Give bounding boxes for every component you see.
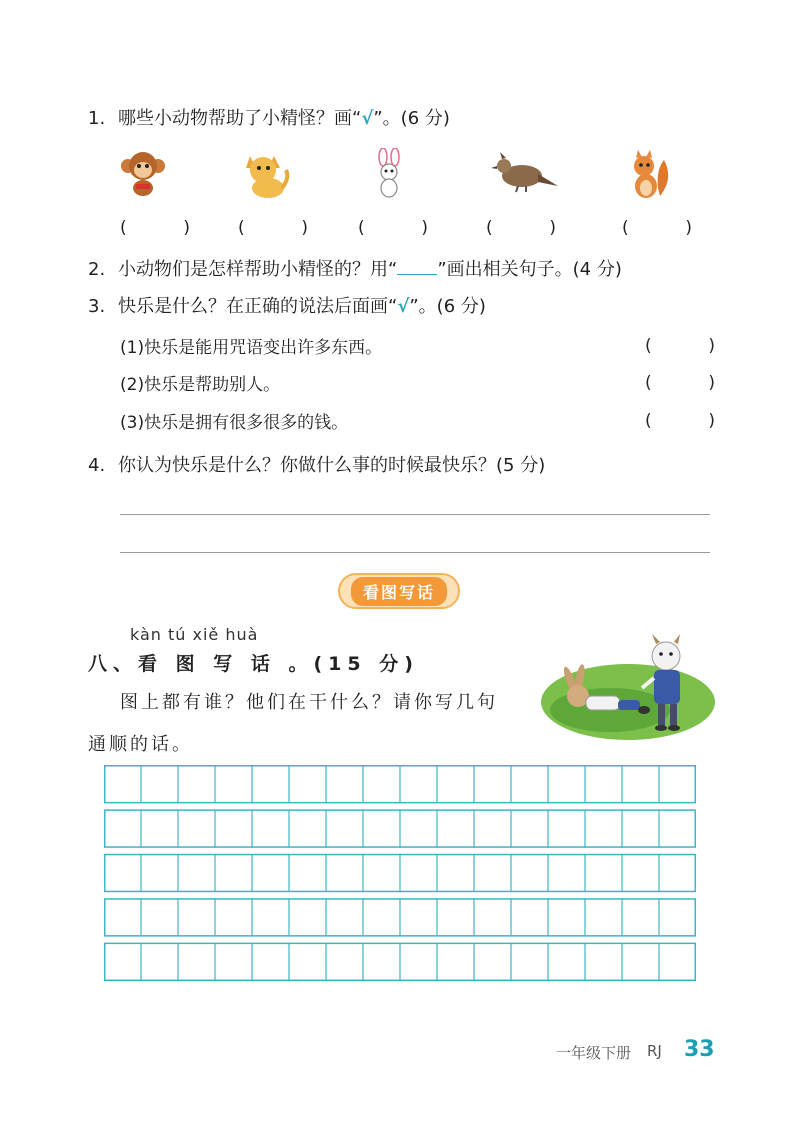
section-badge-label: 看图写话 (351, 577, 447, 606)
answer-paren-2[interactable]: ( ) (238, 218, 308, 238)
footer-edition: RJ (647, 1042, 662, 1060)
question-number: 4. (88, 455, 106, 476)
bird-icon (490, 150, 560, 194)
footer-grade: 一年级下册 (556, 1044, 632, 1062)
answer-paren-4[interactable]: ( ) (486, 218, 556, 238)
prompt-line-2: 通顺的话。 (88, 734, 193, 755)
page-number: 33 (684, 1037, 715, 1062)
option-1-paren[interactable]: ( ) (645, 336, 715, 356)
cat-icon (240, 148, 290, 200)
question-text-end: ”。(6 分) (409, 296, 486, 317)
question-3 (88, 294, 486, 320)
answer-paren-3[interactable]: ( ) (358, 218, 428, 238)
prompt-line-1: 图上都有谁？他们在干什么？请你写几句 (120, 692, 498, 713)
question-text: 哪些小动物帮助了小精怪？画“ (118, 108, 362, 129)
check-mark: √ (361, 108, 374, 129)
check-mark: √ (397, 296, 410, 317)
option-3: (3)快乐是拥有很多很多的钱。 (120, 413, 349, 433)
writing-grid-lines[interactable] (104, 765, 696, 981)
illustration-rabbit-goat (540, 630, 715, 745)
rabbit-icon (372, 148, 406, 198)
question-4 (88, 453, 545, 479)
option-3-paren[interactable]: ( ) (645, 411, 715, 431)
monkey-icon (118, 148, 168, 198)
underline-blank (397, 256, 437, 275)
writing-grid[interactable] (104, 765, 696, 981)
answer-paren-1[interactable]: ( ) (120, 218, 190, 238)
section-heading: 八、看 图 写 话 。(15 分) (88, 653, 419, 675)
question-number: 3. (88, 296, 106, 317)
answer-paren-5[interactable]: ( ) (622, 218, 692, 238)
answer-line-1[interactable] (120, 514, 710, 515)
answer-line-2[interactable] (120, 552, 710, 553)
pinyin-line: kàn tú xiě huà (130, 625, 259, 644)
question-text-end: ”画出相关句子。(4 分) (437, 259, 622, 280)
question-2 (88, 256, 622, 283)
question-number: 2. (88, 259, 106, 280)
question-1 (88, 106, 450, 132)
question-number: 1. (88, 108, 106, 129)
section-badge (338, 573, 460, 609)
option-2-paren[interactable]: ( ) (645, 373, 715, 393)
question-text: 快乐是什么？在正确的说法后面画“ (118, 296, 398, 317)
question-text: 你认为快乐是什么？你做什么事的时候最快乐？(5 分) (118, 455, 546, 476)
squirrel-icon (626, 148, 672, 200)
question-text: 小动物们是怎样帮助小精怪的？用“ (118, 259, 398, 280)
option-1: (1)快乐是能用咒语变出许多东西。 (120, 338, 383, 358)
question-text-end: ”。(6 分) (373, 108, 450, 129)
option-2: (2)快乐是帮助别人。 (120, 375, 281, 395)
